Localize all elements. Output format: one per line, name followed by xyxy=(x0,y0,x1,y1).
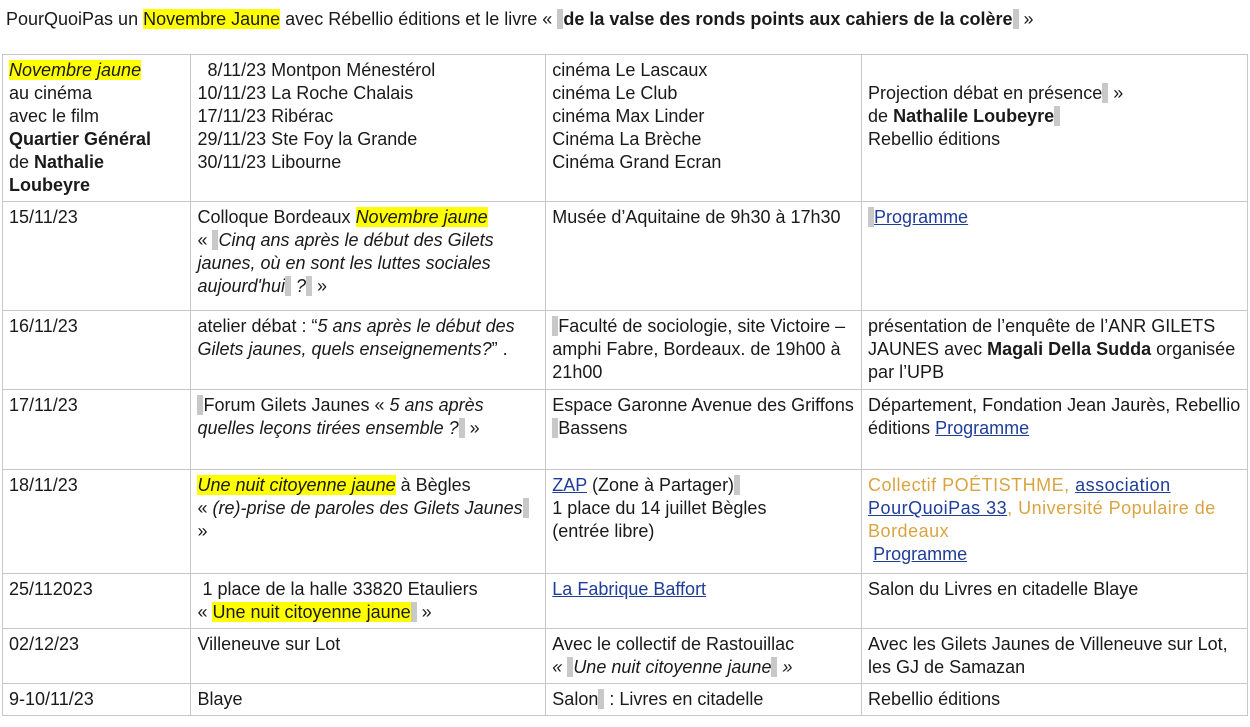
cell-text: « xyxy=(197,602,213,622)
screening-date: 8/11/23 Montpon Ménestérol xyxy=(197,60,436,80)
organizer-cell xyxy=(862,55,1248,202)
cell-text: de xyxy=(9,152,35,172)
event-quote: 5 ans après quelles leçons tirées ensemble ? xyxy=(197,395,484,438)
cell-text: Forum Gilets Jaunes « xyxy=(203,395,390,415)
screening-date: 17/11/23 Ribérac xyxy=(197,106,334,126)
formatting-mark xyxy=(1054,106,1060,126)
organizer-cell: Avec les Gilets Jaunes de Villeneuve sur Lot, les GJ de Samazan xyxy=(862,629,1248,684)
screening-date: 30/11/23 Libourne xyxy=(197,152,342,172)
cell-text: de xyxy=(868,106,894,126)
event-quote: Une nuit citoyenne jaune xyxy=(573,657,772,677)
highlighted-text: Novembre jaune xyxy=(355,207,488,227)
venue-cell xyxy=(546,574,862,629)
organizer-cell xyxy=(862,202,1248,311)
highlighted-text: Une nuit citoyenne jaune xyxy=(197,475,396,495)
organizer-cell: Salon du Livres en citadelle Blaye xyxy=(862,574,1248,629)
cell-text: ” . xyxy=(491,339,508,359)
cell-text: présentation de l’enquête de l’ANR GILETS JAUNES avec xyxy=(868,316,1216,359)
cell-text: à Bègles xyxy=(395,475,471,495)
cell-text: organisée par l’UPB xyxy=(868,339,1236,382)
date-cell: 17/11/23 xyxy=(3,390,191,470)
venue-link[interactable]: La Fabrique Baffort xyxy=(552,579,707,599)
venue: cinéma Le Lascaux xyxy=(552,60,708,80)
venues-cell xyxy=(546,55,862,202)
organizer-cell xyxy=(862,311,1248,390)
cell-text: Projection débat en présence xyxy=(868,83,1103,103)
event-quote: » xyxy=(777,657,793,677)
cell-text: » xyxy=(311,276,327,296)
cell-text: » xyxy=(197,521,208,541)
cell-text: avec le film xyxy=(9,106,100,126)
event-cell: Villeneuve sur Lot xyxy=(191,629,546,684)
venue-cell xyxy=(546,311,862,390)
heading-prefix: PourQuoiPas un xyxy=(6,9,144,29)
event-quote: « xyxy=(552,657,568,677)
event-title-cell xyxy=(3,55,191,202)
date-cell: 02/12/23 xyxy=(3,629,191,684)
speaker-name: Magali Della Sudda xyxy=(987,339,1152,359)
table-row xyxy=(3,470,1248,574)
date-cell: 16/11/23 xyxy=(3,311,191,390)
publisher: Rebellio éditions xyxy=(868,129,1001,149)
cell-text: (entrée libre) xyxy=(552,521,655,541)
event-cell: Blaye xyxy=(191,684,546,716)
dates-cell xyxy=(191,55,546,202)
cell-text: : Livres en citadelle xyxy=(604,689,764,709)
venue: Cinéma Grand Ecran xyxy=(552,152,722,172)
cell-text: Salon xyxy=(552,689,599,709)
zap-link[interactable]: ZAP xyxy=(552,475,587,495)
cell-text: » xyxy=(1108,83,1124,103)
programme-link[interactable]: Programme xyxy=(873,544,968,564)
cell-text: au cinéma xyxy=(9,83,93,103)
organizer-cell xyxy=(862,390,1248,470)
venue: Cinéma La Brèche xyxy=(552,129,702,149)
event-quote: 5 ans après le début des Gilets jaunes, quels enseignements? xyxy=(197,316,515,359)
organizer-cell: Rebellio éditions xyxy=(862,684,1248,716)
event-cell xyxy=(191,390,546,470)
highlighted-title: Novembre jaune xyxy=(9,60,142,80)
table-row xyxy=(3,629,1248,684)
director-name: Nathalile Loubeyre xyxy=(893,106,1055,126)
event-quote: ? xyxy=(290,276,306,296)
date-cell: 9-10/11/23 xyxy=(3,684,191,716)
cell-text: « xyxy=(197,498,213,518)
event-cell xyxy=(191,574,546,629)
screening-date: 29/11/23 Ste Foy la Grande xyxy=(197,129,418,149)
organizer-cell xyxy=(862,470,1248,574)
formatting-mark xyxy=(523,498,529,518)
event-quote: (re)-prise de paroles des Gilets Jaunes xyxy=(212,498,523,518)
heading-highlight: Novembre Jaune xyxy=(143,9,281,29)
director-name: Nathalie Loubeyre xyxy=(9,152,105,195)
date-cell: 18/11/23 xyxy=(3,470,191,574)
table-row xyxy=(3,684,1248,716)
cell-text: Département, Fondation Jean Jaurès, Rebellio éditions xyxy=(868,395,1241,438)
heading-book-title: de la valse des ronds points aux cahiers de la colère xyxy=(563,9,1013,29)
formatting-mark xyxy=(734,475,740,495)
venue-cell xyxy=(546,390,862,470)
heading-suffix: » xyxy=(1018,9,1034,29)
event-quote: Cinq ans après le début des Gilets jaunes, où en sont les luttes sociales aujourd'hui xyxy=(197,230,494,296)
table-row xyxy=(3,390,1248,470)
table-row xyxy=(3,311,1248,390)
programme-link[interactable]: Programme xyxy=(874,207,969,227)
venue: cinéma Le Club xyxy=(552,83,678,103)
date-cell: 15/11/23 xyxy=(3,202,191,311)
event-cell xyxy=(191,470,546,574)
programme-link[interactable]: Programme xyxy=(935,418,1030,438)
date-cell: 25/112023 xyxy=(3,574,191,629)
organizer-text: Collectif POÉTISTHME, xyxy=(868,475,1076,495)
cell-text: Avec le collectif de Rastouillac xyxy=(552,634,795,654)
document-heading xyxy=(6,8,1034,30)
cell-text: » xyxy=(416,602,432,622)
heading-middle: avec Rébellio éditions et le livre « xyxy=(280,9,558,29)
highlighted-text: Une nuit citoyenne jaune xyxy=(212,602,411,622)
events-table xyxy=(2,54,1248,716)
blank-line xyxy=(868,59,1241,82)
cell-text: (Zone à Partager) xyxy=(586,475,735,495)
cell-text: Bassens xyxy=(558,418,628,438)
venue-cell: Musée d’Aquitaine de 9h30 à 17h30 xyxy=(546,202,862,311)
table-row xyxy=(3,574,1248,629)
table-row xyxy=(3,202,1248,311)
cell-text: Espace Garonne Avenue des Griffons xyxy=(552,395,854,415)
cell-text: 1 place du 14 juillet Bègles xyxy=(552,498,767,518)
film-title: Quartier Général xyxy=(9,129,152,149)
cell-text: Faculté de sociologie, site Victoire – amphi Fabre, Bordeaux. de 19h00 à 21h00 xyxy=(552,316,846,382)
cell-text: « xyxy=(197,230,213,250)
venue-cell xyxy=(546,629,862,684)
cell-text: Colloque Bordeaux xyxy=(197,207,356,227)
cell-text: 1 place de la halle 33820 Etauliers xyxy=(197,579,478,599)
venue-cell xyxy=(546,470,862,574)
venue: cinéma Max Linder xyxy=(552,106,705,126)
venue-cell xyxy=(546,684,862,716)
table-row xyxy=(3,55,1248,202)
cell-text: » xyxy=(464,418,480,438)
event-cell xyxy=(191,202,546,311)
event-cell xyxy=(191,311,546,390)
organizer-text: , Université Populaire de Bordeaux xyxy=(868,498,1216,541)
association-link[interactable]: association PourQuoiPas 33 xyxy=(868,475,1171,518)
screening-date: 10/11/23 La Roche Chalais xyxy=(197,83,414,103)
cell-text: atelier débat : “ xyxy=(197,316,318,336)
